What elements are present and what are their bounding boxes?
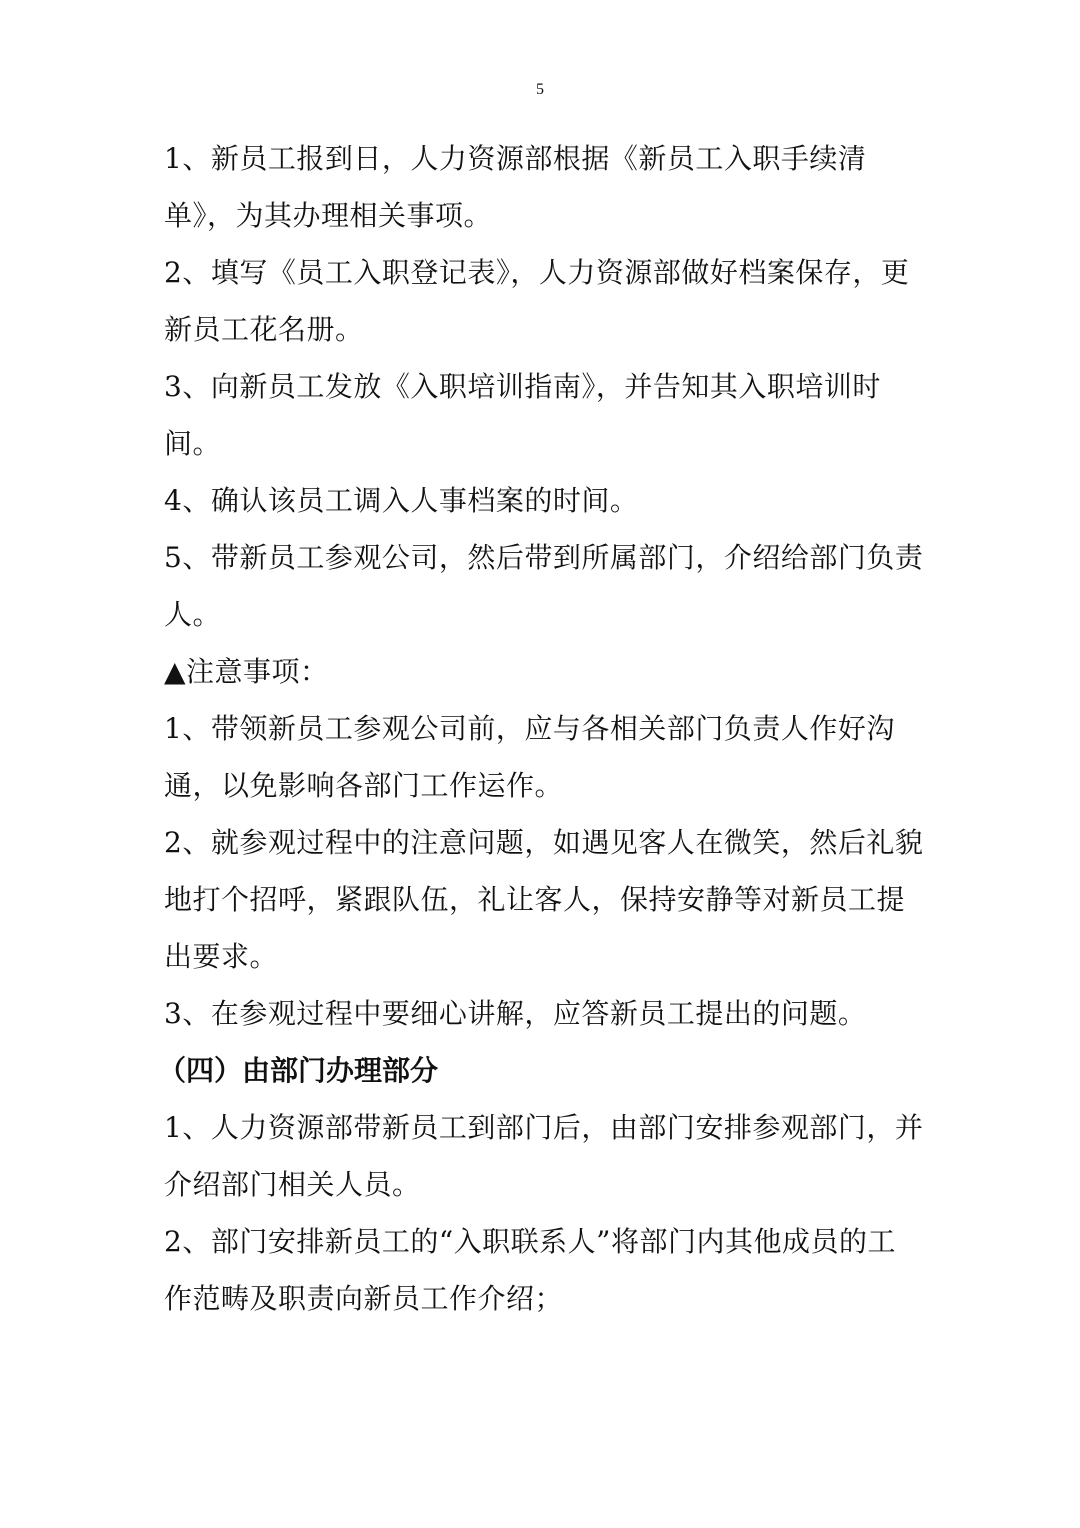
paragraph-1: 1、新员工报到日，人力资源部根据《新员工入职手续清单》，为其办理相关事项。 bbox=[164, 142, 867, 232]
paragraph-4: 4、确认该员工调入人事档案的时间。 bbox=[164, 484, 639, 517]
note-2: 2、就参观过程中的注意问题，如遇见客人在微笑，然后礼貌地打个招呼，紧跟队伍，礼让客人，保持安静等对新员工提出要求。 bbox=[164, 826, 924, 973]
paragraph-5: 5、带新员工参观公司，然后带到所属部门，介绍给部门负责人。 bbox=[164, 541, 924, 631]
section-paragraph-2: 2、部门安排新员工的“入职联系人”将部门内其他成员的工作范畴及职责向新员工作介绍； bbox=[164, 1225, 896, 1315]
note-1: 1、带领新员工参观公司前，应与各相关部门负责人作好沟通，以免影响各部门工作运作。 bbox=[164, 712, 895, 802]
paragraph-3: 3、向新员工发放《入职培训指南》，并告知其入职培训时间。 bbox=[164, 370, 881, 460]
section-paragraph-1: 1、人力资源部带新员工到部门后，由部门安排参观部门，并介绍部门相关人员。 bbox=[164, 1111, 924, 1201]
document-body bbox=[158, 130, 924, 1327]
paragraph-2: 2、填写《员工入职登记表》，人力资源部做好档案保存，更新员工花名册。 bbox=[164, 256, 910, 346]
section-heading: （四）由部门办理部分 bbox=[158, 1054, 439, 1087]
notes-label: ▲注意事项： bbox=[164, 655, 329, 688]
note-3: 3、在参观过程中要细心讲解，应答新员工提出的问题。 bbox=[164, 997, 867, 1030]
page-number: 5 bbox=[536, 81, 544, 98]
